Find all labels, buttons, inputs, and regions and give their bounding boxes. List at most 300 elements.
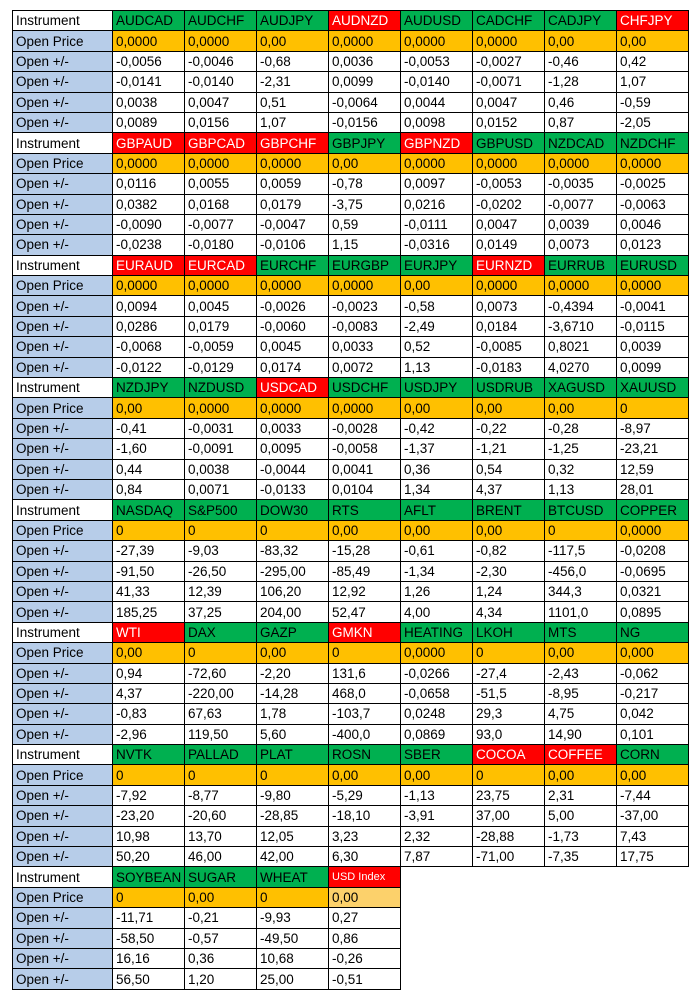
- open-price-cell[interactable]: 0,00: [545, 398, 617, 418]
- instrument-name-cell[interactable]: GBPCAD: [185, 133, 257, 153]
- open-delta-cell[interactable]: 0,042: [617, 704, 689, 724]
- open-price-cell[interactable]: 0,0000: [617, 153, 689, 173]
- open-delta-cell[interactable]: -0,0053: [473, 174, 545, 194]
- open-delta-cell[interactable]: -0,0106: [257, 235, 329, 255]
- open-delta-cell[interactable]: 0,0038: [113, 92, 185, 112]
- open-price-cell[interactable]: 0: [617, 398, 689, 418]
- open-delta-cell[interactable]: -0,0129: [185, 357, 257, 377]
- open-price-cell[interactable]: 0,0000: [329, 31, 401, 51]
- open-delta-cell[interactable]: -0,0202: [473, 194, 545, 214]
- open-delta-cell[interactable]: 14,90: [545, 724, 617, 744]
- open-delta-cell[interactable]: -0,0695: [617, 561, 689, 581]
- instrument-name-cell[interactable]: EURCAD: [185, 255, 257, 275]
- open-price-cell[interactable]: 0: [113, 887, 185, 907]
- open-delta-cell[interactable]: -0,0026: [257, 296, 329, 316]
- open-delta-cell[interactable]: 344,3: [545, 581, 617, 601]
- open-delta-cell[interactable]: 0,0116: [113, 174, 185, 194]
- open-delta-cell[interactable]: 4,75: [545, 704, 617, 724]
- instrument-name-cell[interactable]: EURRUB: [545, 255, 617, 275]
- open-delta-cell[interactable]: 0,0033: [257, 418, 329, 438]
- open-delta-cell[interactable]: -0,0111: [401, 214, 473, 234]
- open-price-cell[interactable]: 0,00: [329, 887, 401, 907]
- open-delta-cell[interactable]: 0,0047: [185, 92, 257, 112]
- open-delta-cell[interactable]: -0,0068: [113, 337, 185, 357]
- open-delta-cell[interactable]: -295,00: [257, 561, 329, 581]
- open-delta-cell[interactable]: 119,50: [185, 724, 257, 744]
- instrument-name-cell[interactable]: GBPAUD: [113, 133, 185, 153]
- instrument-name-cell[interactable]: EURCHF: [257, 255, 329, 275]
- open-delta-cell[interactable]: -1,34: [401, 561, 473, 581]
- open-delta-cell[interactable]: 0,8021: [545, 337, 617, 357]
- open-delta-cell[interactable]: 0,0045: [257, 337, 329, 357]
- open-delta-cell[interactable]: 0,54: [473, 459, 545, 479]
- open-delta-cell[interactable]: -23,21: [617, 439, 689, 459]
- open-delta-cell[interactable]: 12,59: [617, 459, 689, 479]
- open-delta-cell[interactable]: -0,0238: [113, 235, 185, 255]
- open-delta-cell[interactable]: 0,32: [545, 459, 617, 479]
- open-delta-cell[interactable]: 0,0286: [113, 316, 185, 336]
- open-delta-cell[interactable]: -2,05: [617, 112, 689, 132]
- open-delta-cell[interactable]: 0,0039: [617, 337, 689, 357]
- open-delta-cell[interactable]: -0,0031: [185, 418, 257, 438]
- open-delta-cell[interactable]: 5,00: [545, 806, 617, 826]
- open-delta-cell[interactable]: 0,0104: [329, 479, 401, 499]
- open-delta-cell[interactable]: 0,0098: [401, 112, 473, 132]
- open-delta-cell[interactable]: 42,00: [257, 847, 329, 867]
- open-delta-cell[interactable]: -103,7: [329, 704, 401, 724]
- open-delta-cell[interactable]: -0,0208: [617, 541, 689, 561]
- instrument-name-cell[interactable]: ROSN: [329, 745, 401, 765]
- open-delta-cell[interactable]: 0,27: [329, 908, 401, 928]
- instrument-name-cell[interactable]: AUDCAD: [113, 11, 185, 31]
- instrument-name-cell[interactable]: NZDUSD: [185, 378, 257, 398]
- open-delta-cell[interactable]: 1,78: [257, 704, 329, 724]
- open-delta-cell[interactable]: -28,85: [257, 806, 329, 826]
- open-delta-cell[interactable]: -0,42: [401, 418, 473, 438]
- open-delta-cell[interactable]: 204,00: [257, 602, 329, 622]
- open-delta-cell[interactable]: -0,0060: [257, 316, 329, 336]
- instrument-name-cell[interactable]: PALLAD: [185, 745, 257, 765]
- open-delta-cell[interactable]: -2,43: [545, 663, 617, 683]
- open-delta-cell[interactable]: -0,0115: [617, 316, 689, 336]
- open-delta-cell[interactable]: 0,0152: [473, 112, 545, 132]
- open-delta-cell[interactable]: -85,49: [329, 561, 401, 581]
- open-delta-cell[interactable]: 93,0: [473, 724, 545, 744]
- open-price-cell[interactable]: 0,0000: [185, 276, 257, 296]
- instrument-name-cell[interactable]: AUDUSD: [401, 11, 473, 31]
- open-delta-cell[interactable]: 468,0: [329, 683, 401, 703]
- open-delta-cell[interactable]: 1,07: [257, 112, 329, 132]
- instrument-name-cell[interactable]: GAZP: [257, 622, 329, 642]
- open-delta-cell[interactable]: -91,50: [113, 561, 185, 581]
- open-delta-cell[interactable]: 0,0036: [329, 51, 401, 71]
- open-delta-cell[interactable]: -15,28: [329, 541, 401, 561]
- open-delta-cell[interactable]: 0,0055: [185, 174, 257, 194]
- open-delta-cell[interactable]: 67,63: [185, 704, 257, 724]
- open-delta-cell[interactable]: -0,0090: [113, 214, 185, 234]
- open-delta-cell[interactable]: -0,0077: [545, 194, 617, 214]
- open-delta-cell[interactable]: 1,34: [401, 479, 473, 499]
- open-delta-cell[interactable]: -0,46: [545, 51, 617, 71]
- open-delta-cell[interactable]: -0,0047: [257, 214, 329, 234]
- instrument-name-cell[interactable]: GMKN: [329, 622, 401, 642]
- open-delta-cell[interactable]: -18,10: [329, 806, 401, 826]
- open-delta-cell[interactable]: -27,39: [113, 541, 185, 561]
- open-price-cell[interactable]: 0,0000: [257, 276, 329, 296]
- open-delta-cell[interactable]: -0,0071: [473, 72, 545, 92]
- open-delta-cell[interactable]: 1,13: [401, 357, 473, 377]
- instrument-name-cell[interactable]: S&P500: [185, 500, 257, 520]
- open-delta-cell[interactable]: -0,0041: [617, 296, 689, 316]
- open-delta-cell[interactable]: 0,101: [617, 724, 689, 744]
- instrument-name-cell[interactable]: NVTK: [113, 745, 185, 765]
- open-price-cell[interactable]: 0,0000: [617, 520, 689, 540]
- open-delta-cell[interactable]: 0,0045: [185, 296, 257, 316]
- open-price-cell[interactable]: 0,00: [257, 643, 329, 663]
- open-delta-cell[interactable]: 0,0168: [185, 194, 257, 214]
- open-delta-cell[interactable]: -0,0046: [185, 51, 257, 71]
- open-delta-cell[interactable]: -7,35: [545, 847, 617, 867]
- open-price-cell[interactable]: 0,0000: [473, 153, 545, 173]
- open-delta-cell[interactable]: -0,57: [185, 928, 257, 948]
- open-delta-cell[interactable]: 2,31: [545, 785, 617, 805]
- open-delta-cell[interactable]: 0,0046: [617, 214, 689, 234]
- open-price-cell[interactable]: 0,0000: [113, 276, 185, 296]
- open-delta-cell[interactable]: -0,217: [617, 683, 689, 703]
- open-price-cell[interactable]: 0,0000: [185, 31, 257, 51]
- open-delta-cell[interactable]: -1,28: [545, 72, 617, 92]
- open-delta-cell[interactable]: -117,5: [545, 541, 617, 561]
- open-delta-cell[interactable]: 2,32: [401, 826, 473, 846]
- open-delta-cell[interactable]: -1,21: [473, 439, 545, 459]
- open-delta-cell[interactable]: -0,0183: [473, 357, 545, 377]
- instrument-name-cell[interactable]: USD Index: [329, 867, 401, 887]
- open-delta-cell[interactable]: -20,60: [185, 806, 257, 826]
- open-delta-cell[interactable]: 0,44: [113, 459, 185, 479]
- open-price-cell[interactable]: 0,00: [113, 398, 185, 418]
- instrument-name-cell[interactable]: BRENT: [473, 500, 545, 520]
- open-delta-cell[interactable]: -0,0063: [617, 194, 689, 214]
- instrument-name-cell[interactable]: DOW30: [257, 500, 329, 520]
- instrument-name-cell[interactable]: CHFJPY: [617, 11, 689, 31]
- open-delta-cell[interactable]: -83,32: [257, 541, 329, 561]
- open-delta-cell[interactable]: -2,30: [473, 561, 545, 581]
- open-delta-cell[interactable]: 0,0156: [185, 112, 257, 132]
- open-price-cell[interactable]: 0: [257, 765, 329, 785]
- open-delta-cell[interactable]: -1,13: [401, 785, 473, 805]
- open-delta-cell[interactable]: -0,0133: [257, 479, 329, 499]
- instrument-name-cell[interactable]: WTI: [113, 622, 185, 642]
- open-delta-cell[interactable]: -11,71: [113, 908, 185, 928]
- open-delta-cell[interactable]: 25,00: [257, 969, 329, 989]
- open-delta-cell[interactable]: -0,0025: [617, 174, 689, 194]
- open-delta-cell[interactable]: -0,0028: [329, 418, 401, 438]
- open-delta-cell[interactable]: 0,0179: [185, 316, 257, 336]
- open-delta-cell[interactable]: 3,23: [329, 826, 401, 846]
- open-price-cell[interactable]: 0,0000: [473, 31, 545, 51]
- open-price-cell[interactable]: 0,00: [113, 643, 185, 663]
- open-delta-cell[interactable]: -0,22: [473, 418, 545, 438]
- open-delta-cell[interactable]: 17,75: [617, 847, 689, 867]
- open-price-cell[interactable]: 0,0000: [617, 276, 689, 296]
- open-price-cell[interactable]: 0,0000: [401, 643, 473, 663]
- instrument-name-cell[interactable]: SOYBEAN: [113, 867, 185, 887]
- open-delta-cell[interactable]: 0,0072: [329, 357, 401, 377]
- open-delta-cell[interactable]: 4,37: [113, 683, 185, 703]
- open-delta-cell[interactable]: 0,52: [401, 337, 473, 357]
- open-delta-cell[interactable]: 0,0073: [473, 296, 545, 316]
- instrument-name-cell[interactable]: COFFEE: [545, 745, 617, 765]
- open-delta-cell[interactable]: -9,93: [257, 908, 329, 928]
- open-delta-cell[interactable]: 0,59: [329, 214, 401, 234]
- open-price-cell[interactable]: 0: [473, 765, 545, 785]
- open-delta-cell[interactable]: 23,75: [473, 785, 545, 805]
- instrument-name-cell[interactable]: AUDNZD: [329, 11, 401, 31]
- open-delta-cell[interactable]: 1,15: [329, 235, 401, 255]
- open-price-cell[interactable]: 0,0000: [473, 276, 545, 296]
- instrument-name-cell[interactable]: XAGUSD: [545, 378, 617, 398]
- instrument-name-cell[interactable]: CORN: [617, 745, 689, 765]
- open-delta-cell[interactable]: 131,6: [329, 663, 401, 683]
- open-delta-cell[interactable]: -8,95: [545, 683, 617, 703]
- open-price-cell[interactable]: 0,00: [545, 31, 617, 51]
- open-delta-cell[interactable]: -0,0658: [401, 683, 473, 703]
- open-price-cell[interactable]: 0: [185, 643, 257, 663]
- open-delta-cell[interactable]: 0,0047: [473, 214, 545, 234]
- open-delta-cell[interactable]: 37,00: [473, 806, 545, 826]
- instrument-name-cell[interactable]: BTCUSD: [545, 500, 617, 520]
- instrument-name-cell[interactable]: RTS: [329, 500, 401, 520]
- open-price-cell[interactable]: 0,0000: [113, 153, 185, 173]
- open-delta-cell[interactable]: -0,0035: [545, 174, 617, 194]
- open-delta-cell[interactable]: -72,60: [185, 663, 257, 683]
- open-price-cell[interactable]: 0,00: [617, 31, 689, 51]
- instrument-name-cell[interactable]: COCOA: [473, 745, 545, 765]
- open-delta-cell[interactable]: -0,28: [545, 418, 617, 438]
- open-price-cell[interactable]: 0: [257, 520, 329, 540]
- open-delta-cell[interactable]: -3,91: [401, 806, 473, 826]
- open-delta-cell[interactable]: -0,0077: [185, 214, 257, 234]
- open-delta-cell[interactable]: -0,0156: [329, 112, 401, 132]
- instrument-name-cell[interactable]: XAUUSD: [617, 378, 689, 398]
- open-delta-cell[interactable]: -3,6710: [545, 316, 617, 336]
- instrument-name-cell[interactable]: CADJPY: [545, 11, 617, 31]
- open-delta-cell[interactable]: 0,0184: [473, 316, 545, 336]
- open-delta-cell[interactable]: 5,60: [257, 724, 329, 744]
- open-delta-cell[interactable]: -7,44: [617, 785, 689, 805]
- open-delta-cell[interactable]: 4,37: [473, 479, 545, 499]
- open-delta-cell[interactable]: 1101,0: [545, 602, 617, 622]
- open-delta-cell[interactable]: -2,49: [401, 316, 473, 336]
- open-delta-cell[interactable]: 0,0038: [185, 459, 257, 479]
- open-delta-cell[interactable]: 0,0041: [329, 459, 401, 479]
- open-price-cell[interactable]: 0,00: [545, 765, 617, 785]
- instrument-name-cell[interactable]: MTS: [545, 622, 617, 642]
- open-delta-cell[interactable]: -0,0140: [185, 72, 257, 92]
- open-delta-cell[interactable]: 7,43: [617, 826, 689, 846]
- open-delta-cell[interactable]: 0,87: [545, 112, 617, 132]
- open-delta-cell[interactable]: 0,0099: [329, 72, 401, 92]
- open-delta-cell[interactable]: -0,58: [401, 296, 473, 316]
- instrument-name-cell[interactable]: USDJPY: [401, 378, 473, 398]
- open-delta-cell[interactable]: 6,30: [329, 847, 401, 867]
- open-delta-cell[interactable]: 0,0071: [185, 479, 257, 499]
- open-delta-cell[interactable]: -5,29: [329, 785, 401, 805]
- instrument-name-cell[interactable]: EURJPY: [401, 255, 473, 275]
- instrument-name-cell[interactable]: COPPER: [617, 500, 689, 520]
- open-delta-cell[interactable]: 12,05: [257, 826, 329, 846]
- open-delta-cell[interactable]: -0,68: [257, 51, 329, 71]
- open-delta-cell[interactable]: -0,0085: [473, 337, 545, 357]
- open-price-cell[interactable]: 0: [473, 643, 545, 663]
- open-price-cell[interactable]: 0: [113, 765, 185, 785]
- open-delta-cell[interactable]: 1,26: [401, 581, 473, 601]
- open-delta-cell[interactable]: 56,50: [113, 969, 185, 989]
- open-delta-cell[interactable]: -0,0059: [185, 337, 257, 357]
- instrument-name-cell[interactable]: GBPUSD: [473, 133, 545, 153]
- open-delta-cell[interactable]: -28,88: [473, 826, 545, 846]
- open-delta-cell[interactable]: 4,0270: [545, 357, 617, 377]
- open-delta-cell[interactable]: -51,5: [473, 683, 545, 703]
- open-delta-cell[interactable]: 12,39: [185, 581, 257, 601]
- open-price-cell[interactable]: 0,0000: [113, 31, 185, 51]
- open-delta-cell[interactable]: 0,0321: [617, 581, 689, 601]
- instrument-name-cell[interactable]: AUDCHF: [185, 11, 257, 31]
- instrument-name-cell[interactable]: EURUSD: [617, 255, 689, 275]
- open-delta-cell[interactable]: -0,0058: [329, 439, 401, 459]
- open-delta-cell[interactable]: -9,80: [257, 785, 329, 805]
- open-delta-cell[interactable]: -0,0180: [185, 235, 257, 255]
- instrument-name-cell[interactable]: NZDJPY: [113, 378, 185, 398]
- open-delta-cell[interactable]: -0,83: [113, 704, 185, 724]
- open-price-cell[interactable]: 0,00: [545, 643, 617, 663]
- open-delta-cell[interactable]: -71,00: [473, 847, 545, 867]
- open-delta-cell[interactable]: -1,73: [545, 826, 617, 846]
- open-delta-cell[interactable]: 41,33: [113, 581, 185, 601]
- open-delta-cell[interactable]: 0,0047: [473, 92, 545, 112]
- open-delta-cell[interactable]: 0,0179: [257, 194, 329, 214]
- open-delta-cell[interactable]: 0,0095: [257, 439, 329, 459]
- open-price-cell[interactable]: 0,00: [473, 398, 545, 418]
- instrument-name-cell[interactable]: AFLT: [401, 500, 473, 520]
- open-price-cell[interactable]: 0,00: [329, 153, 401, 173]
- instrument-name-cell[interactable]: PLAT: [257, 745, 329, 765]
- open-price-cell[interactable]: 0,0000: [329, 398, 401, 418]
- instrument-name-cell[interactable]: CADCHF: [473, 11, 545, 31]
- open-price-cell[interactable]: 0,0000: [401, 153, 473, 173]
- open-delta-cell[interactable]: 0,0123: [617, 235, 689, 255]
- open-delta-cell[interactable]: 0,36: [401, 459, 473, 479]
- open-delta-cell[interactable]: 0,86: [329, 928, 401, 948]
- open-delta-cell[interactable]: -9,03: [185, 541, 257, 561]
- open-price-cell[interactable]: 0,0000: [185, 153, 257, 173]
- instrument-name-cell[interactable]: LKOH: [473, 622, 545, 642]
- open-price-cell[interactable]: 0,0000: [401, 31, 473, 51]
- open-delta-cell[interactable]: 0,84: [113, 479, 185, 499]
- open-delta-cell[interactable]: -8,77: [185, 785, 257, 805]
- open-delta-cell[interactable]: -0,0053: [401, 51, 473, 71]
- open-delta-cell[interactable]: -0,0266: [401, 663, 473, 683]
- open-delta-cell[interactable]: 0,0149: [473, 235, 545, 255]
- open-delta-cell[interactable]: -456,0: [545, 561, 617, 581]
- open-delta-cell[interactable]: 0,94: [113, 663, 185, 683]
- open-delta-cell[interactable]: -220,00: [185, 683, 257, 703]
- open-delta-cell[interactable]: -400,0: [329, 724, 401, 744]
- open-delta-cell[interactable]: -0,21: [185, 908, 257, 928]
- open-price-cell[interactable]: 0,00: [185, 887, 257, 907]
- open-delta-cell[interactable]: 46,00: [185, 847, 257, 867]
- open-delta-cell[interactable]: -0,0044: [257, 459, 329, 479]
- open-delta-cell[interactable]: -0,0064: [329, 92, 401, 112]
- open-delta-cell[interactable]: -0,0316: [401, 235, 473, 255]
- open-price-cell[interactable]: 0,00: [401, 276, 473, 296]
- open-delta-cell[interactable]: -0,0027: [473, 51, 545, 71]
- instrument-name-cell[interactable]: EURGBP: [329, 255, 401, 275]
- open-delta-cell[interactable]: 0,42: [617, 51, 689, 71]
- open-delta-cell[interactable]: -1,37: [401, 439, 473, 459]
- open-delta-cell[interactable]: -0,062: [617, 663, 689, 683]
- instrument-name-cell[interactable]: GBPNZD: [401, 133, 473, 153]
- open-price-cell[interactable]: 0,0000: [545, 276, 617, 296]
- instrument-name-cell[interactable]: EURAUD: [113, 255, 185, 275]
- open-delta-cell[interactable]: 0,0869: [401, 724, 473, 744]
- open-price-cell[interactable]: 0: [257, 887, 329, 907]
- open-delta-cell[interactable]: -0,59: [617, 92, 689, 112]
- open-delta-cell[interactable]: 0,0059: [257, 174, 329, 194]
- open-delta-cell[interactable]: -2,20: [257, 663, 329, 683]
- open-delta-cell[interactable]: 0,0094: [113, 296, 185, 316]
- open-delta-cell[interactable]: -0,41: [113, 418, 185, 438]
- open-delta-cell[interactable]: 0,0174: [257, 357, 329, 377]
- open-price-cell[interactable]: 0,00: [257, 31, 329, 51]
- open-delta-cell[interactable]: 0,51: [257, 92, 329, 112]
- open-delta-cell[interactable]: -58,50: [113, 928, 185, 948]
- open-delta-cell[interactable]: 1,13: [545, 479, 617, 499]
- open-price-cell[interactable]: 0,00: [617, 765, 689, 785]
- instrument-name-cell[interactable]: AUDJPY: [257, 11, 329, 31]
- open-delta-cell[interactable]: -0,4394: [545, 296, 617, 316]
- instrument-name-cell[interactable]: NASDAQ: [113, 500, 185, 520]
- open-delta-cell[interactable]: 1,20: [185, 969, 257, 989]
- open-delta-cell[interactable]: 0,0248: [401, 704, 473, 724]
- open-delta-cell[interactable]: 13,70: [185, 826, 257, 846]
- open-delta-cell[interactable]: 0,0073: [545, 235, 617, 255]
- open-delta-cell[interactable]: -27,4: [473, 663, 545, 683]
- open-delta-cell[interactable]: -0,0056: [113, 51, 185, 71]
- open-delta-cell[interactable]: 0,0895: [617, 602, 689, 622]
- open-price-cell[interactable]: 0,00: [473, 520, 545, 540]
- open-delta-cell[interactable]: 28,01: [617, 479, 689, 499]
- instrument-name-cell[interactable]: NZDCAD: [545, 133, 617, 153]
- open-delta-cell[interactable]: 10,68: [257, 948, 329, 968]
- open-delta-cell[interactable]: 0,36: [185, 948, 257, 968]
- open-delta-cell[interactable]: 0,0097: [401, 174, 473, 194]
- open-delta-cell[interactable]: -2,96: [113, 724, 185, 744]
- open-delta-cell[interactable]: -14,28: [257, 683, 329, 703]
- open-delta-cell[interactable]: -0,26: [329, 948, 401, 968]
- open-delta-cell[interactable]: -0,0140: [401, 72, 473, 92]
- open-delta-cell[interactable]: 7,87: [401, 847, 473, 867]
- open-delta-cell[interactable]: 4,00: [401, 602, 473, 622]
- instrument-name-cell[interactable]: GBPJPY: [329, 133, 401, 153]
- open-delta-cell[interactable]: -26,50: [185, 561, 257, 581]
- open-delta-cell[interactable]: 0,0099: [617, 357, 689, 377]
- open-price-cell[interactable]: 0,0000: [185, 398, 257, 418]
- instrument-name-cell[interactable]: NZDCHF: [617, 133, 689, 153]
- instrument-name-cell[interactable]: HEATING: [401, 622, 473, 642]
- open-delta-cell[interactable]: -0,0083: [329, 316, 401, 336]
- instrument-name-cell[interactable]: USDCAD: [257, 378, 329, 398]
